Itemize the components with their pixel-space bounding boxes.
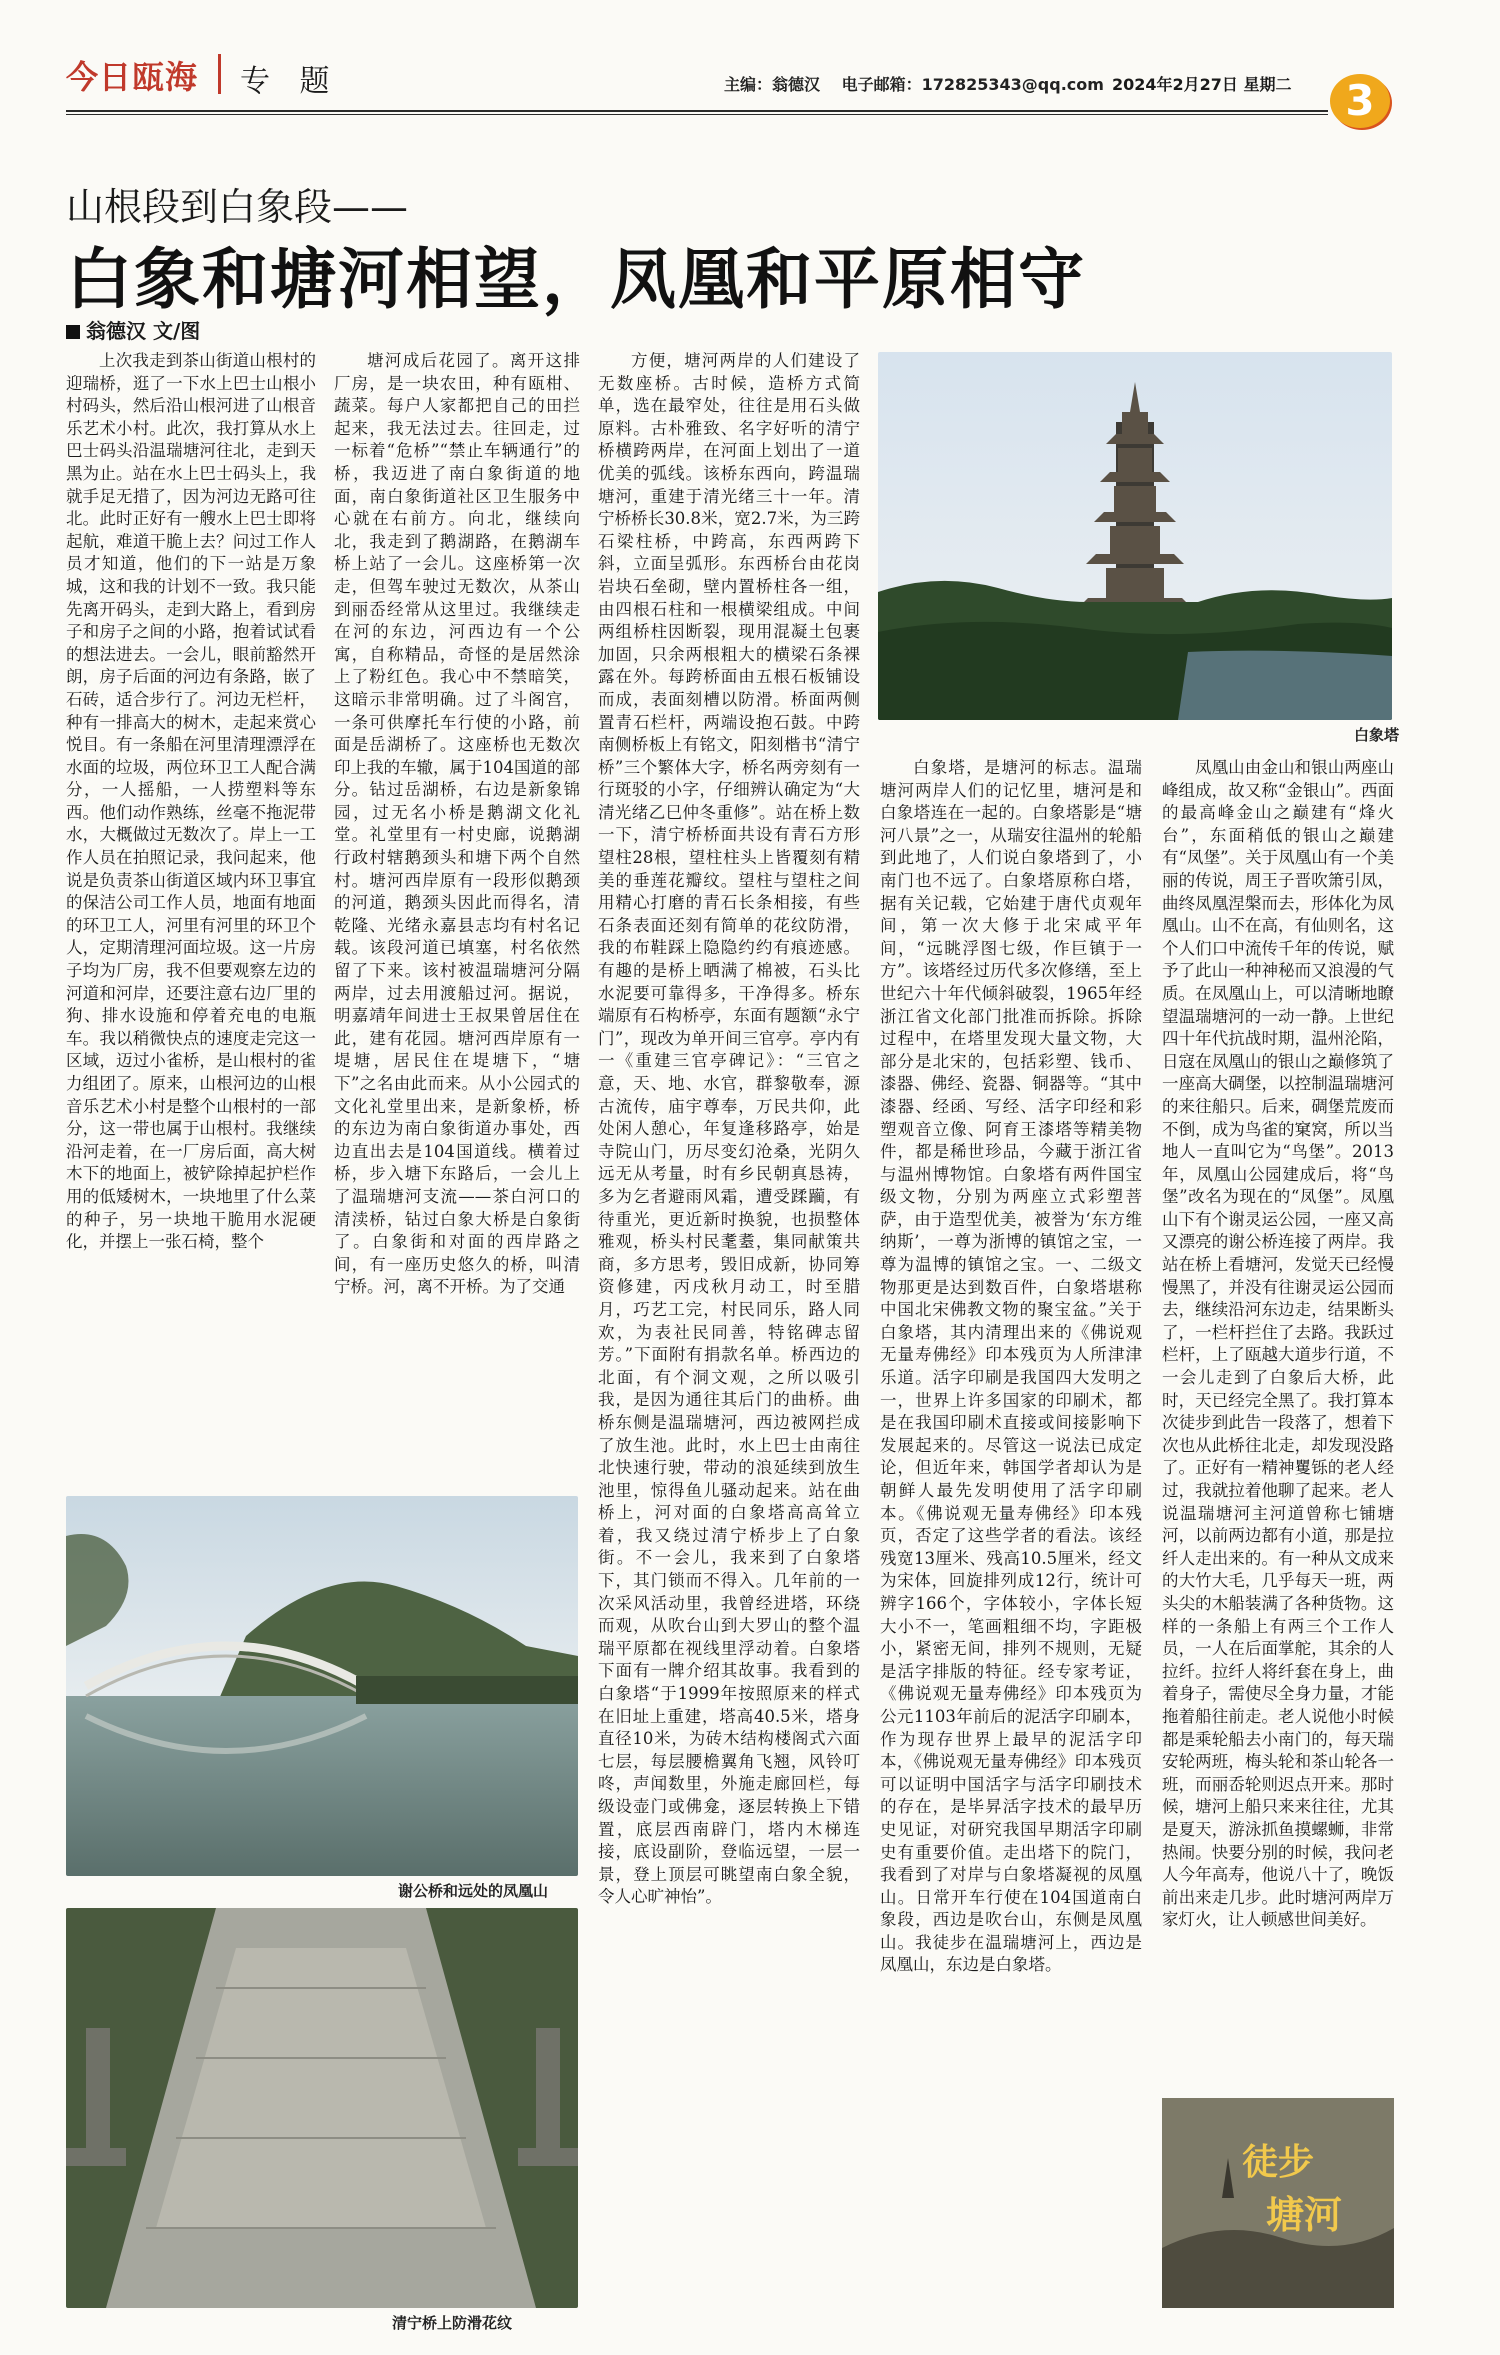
- bridge-photo: [66, 1496, 578, 1876]
- paper-name: 今日瓯海: [66, 58, 199, 96]
- column-text: 凤凰山由金山和银山两座山峰组成，故又称“金银山”。西面的最高峰金山之巅建有“烽火台”，东面稍低的银山之巅建有“凤堡”。关于凤凰山有一个美丽的传说，周王子晋吹箫引凤，曲终凤凰涅槃而去，形体化为凤凰山。山不在高，有仙则名，这个人们口中流传千年的传说，赋予了此山一种神秘而又浪漫的气质。在凤凰山上，可以清晰地瞭望温瑞塘河的一动一静。上世纪四十年代抗战时期，温州沦陷，日寇在凤凰山的银山之巅修筑了一座高大碉堡，以控制温瑞塘河的来往船只。后来，碉堡荒废而不倒，成为鸟雀的窠窝，所以当地人一直叫它为“鸟堡”。2013年，凤凰山公园建成后，将“鸟堡”改名为现在的“凤堡”。凤凰山下有个谢灵运公园，一座又高又漂亮的谢公桥连接了两岸。我站在桥上看塘河，发觉天已经慢慢黑了，并没有往谢灵运公园而去，继续沿河东边走，结果断头了，一栏杆拦住了去路。我跃过栏杆，上了瓯越大道步行道，不一会儿走到了白象后大桥，此时，天已经完全黑了。我打算本次徒步到此告一段落了，想着下次也从此桥往北走，却发现没路了。正好有一精神矍铄的老人经过，我就拉着他聊了起来。老人说温瑞塘河主河道曾称七铺塘河，以前两边都有小道，那是拉纤人走出来的。有一种从文成来的大竹大毛，几乎每天一班，两头尖的木船装满了各种货物。这样的一条船上有两三个工作人员，一人在后面掌舵，其余的人拉纤。拉纤人将纤套在身上，曲着身子，需使尽全身力量，才能拖着船往前走。老人说他小时候都是乘轮船去小南门的，每天瑞安轮两班，梅头轮和茶山轮各一班，而丽岙轮则迟点开来。那时候，塘河上船只来来往往，尤其是夏天，游泳抓鱼摸螺蛳，非常热闹。快要分别的时候，我问老人今年高寿，他说八十了，晚饭前出来走几步。此时塘河两岸万家灯火，让人顿感世间美好。: [1162, 758, 1394, 1930]
- header-rule-thin: [66, 114, 1328, 115]
- header-rule: [66, 110, 1328, 112]
- stone-bridge-caption: 清宁桥上防滑花纹: [392, 2314, 513, 2332]
- column-text: 方便，塘河两岸的人们建设了无数座桥。古时候，造桥方式简单，选在最窄处，往往是用石头做原料。古朴雅致、名字好听的清宁桥横跨两岸，在河面上划出了一道优美的弧线。该桥东西向，跨温瑞塘河，重建于清光绪三十一年。清宁桥桥长30.8米，宽2.7米，为三跨石梁柱桥，中跨高，东西两跨下斜，立面呈弧形。东西桥台由花岗岩块石垒砌，壁内置桥柱各一组，由四根石柱和一根横梁组成。中间两组桥柱因断裂，现用混凝土包裹加固，只余两根粗大的横梁石条裸露在外。每跨桥面由五根石板铺设而成，表面刻槽以防滑。桥面两侧置青石栏杆，两端设抱石鼓。中跨南侧桥板上有铭文，阳刻楷书“清宁桥”三个繁体大字，桥名两旁刻有一行斑驳的小字，仔细辨认确定为“大清光绪乙巳仲冬重修”。站在桥上数一下，清宁桥桥面共设有青石方形望柱28根，望柱柱头上皆覆刻有精美的垂莲花瓣纹。望柱与望柱之间用精心打磨的青石长条相接，有些石条表面还刻有简单的花纹防滑，我的布鞋踩上隐隐约约有痕迹感。有趣的是桥上晒满了棉被，石头比水泥要可靠得多，干净得多。桥东端原有石构桥亭，东面有题额“永宁门”，现改为单开间三官亭。亭内有一《重建三官亭碑记》：“三官之意，天、地、水官，群黎敬奉，源古流传，庙宇尊奉，万民共仰，此处闲人憩心，年复逢移路亭，始是寺院山门，历尽变幻沧桑，光阴久远无从考量，时有乡民朝真恳祷，多为乞者避雨风霜，遭受蹂躏，有待重光，更近新时换貌，也损整体雅观，桥头村民耄耋，集同献策共商，多方思考，毁旧成新，协同筹资修建，丙戌秋月动工，时至腊月，巧艺工完，村民同乐，路人同欢，为表社民同善，特铭碑志留芳。”下面附有捐款名单。桥西边的北面，有个洞文观，之所以吸引我，是因为通往其后门的曲桥。曲桥东侧是温瑞塘河，西边被网拦成了放生池。此时，水上巴士由南往北快速行驶，带动的浪延续到放生池里，惊得鱼儿骚动起来。站在曲桥上，河对面的白象塔高高耸立着，我又绕过清宁桥步上了白象街。不一会儿，我来到了白象塔下，其门锁而不得入。几年前的一次采风活动里，我曾经进塔，环绕而观，从吹台山到大罗山的整个温瑞平原都在视线里浮动着。白象塔下面有一牌介绍其故事。我看到的白象塔“于1999年按照原来的样式在旧址上重建，塔高40.5米，塔身直径10米，为砖木结构楼阁式六面七层，每层腰檐翼角飞翘，风铃叮咚，声闻数里，外施走廊回栏，每级设壶门或佛龛，逐层转换上下错置，底层西南辟门，塔内木梯连接，底设副阶，登临远望，一层一景，登上顶层可眺望南白象全貌，令人心旷神怡”。: [598, 351, 860, 1907]
- column-text: 白象塔，是塘河的标志。温瑞塘河两岸人们的记忆里，塘河是和白象塔连在一起的。白象塔影是“塘河八景”之一，从瑞安往温州的轮船到此地了，人们说白象塔到了，小南门也不远了。白象塔原称白塔，据有关记载，它始建于唐代贞观年间，第一次大修于北宋咸平年间，“远眺浮图七级，作巨镇于一方”。该塔经过历代多次修缮，至上世纪六十年代倾斜破裂，1965年经浙江省文化部门批准而拆除。拆除过程中，在塔里发现大量文物，大部分是北宋的，包括彩塑、钱币、漆器、佛经、瓷器、铜器等。“其中漆器、经函、写经、活字印经和彩塑观音立像、阿育王漆塔等精美物件，都是稀世珍品，今藏于浙江省与温州博物馆。白象塔有两件国宝级文物，分别为两座立式彩塑菩萨，由于造型优美，被誉为‘东方维纳斯’，一尊为浙博的镇馆之宝，一尊为温博的镇馆之宝。一、二级文物那更是达到数百件，白象塔堪称中国北宋佛教文物的聚宝盆。”关于白象塔，其内清理出来的《佛说观无量寿佛经》印本残页为人所津津乐道。活字印刷是我国四大发明之一，世界上许多国家的印刷术，都是在我国印刷术直接或间接影响下发展起来的。尽管这一说法已成定论，但近年来，韩国学者却认为是朝鲜人最先发明使用了活字印刷本。《佛说观无量寿佛经》印本残页，否定了这些学者的看法。该经残宽13厘米、残高10.5厘米，经文为宋体，回旋排列成12行，统计可辨字166个，字体较小，字体长短大小不一，笔画粗细不均，字距极小，紧密无间，排列不规则，无疑是活字排版的特征。经专家考证，《佛说观无量寿佛经》印本残页为公元1103年前后的泥活字印刷本，作为现存世界上最早的泥活字印本，《佛说观无量寿佛经》印本残页可以证明中国活字与活字印刷技术的存在，是毕昇活字技术的最早历史见证，对研究我国早期活字印刷史有重要价值。走出塔下的院门，我看到了对岸与白象塔凝视的凤凰山。日常开车行使在104国道南白象段，西边是吹台山，东侧是凤凰山。我徒步在温瑞塘河上，西边是凤凰山，东边是白象塔。: [880, 758, 1142, 1975]
- column-logo: [1162, 2098, 1394, 2308]
- editor-credit: 主编：翁德汉: [724, 75, 821, 94]
- column-text: 塘河成后花园了。离开这排厂房，是一块农田，种有瓯柑、蔬菜。每户人家都把自己的田拦起来，我无法过去。往回走，过一标着“危桥”“禁止车辆通行”的桥，我迈进了南白象街道的地面，南白象街道社区卫生服务中心就在右前方。向北，继续向北，我走到了鹅湖路，在鹅湖车桥上站了一会儿。这座桥第一次走，但驾车驶过无数次，从茶山到丽岙经常从这里过。我继续走在河的东边，河西边有一个公寓，自称精品，奇怪的是居然涂上了粉红色。我心中不禁暗笑，这暗示非常明确。过了斗阁宫，一条可供摩托车行使的小路，前面是岳湖桥了。这座桥也无数次印上我的车辙，属于104国道的部分。钻过岳湖桥，右边是新象锦园，过无名小桥是鹅湖文化礼堂。礼堂里有一村史廊，说鹅湖行政村辖鹅颈头和塘下两个自然村。塘河西岸原有一段形似鹅颈的河道，鹅颈头因此而得名，清乾隆、光绪永嘉县志均有村名记载。该段河道已填塞，村名依然留了下来。该村被温瑞塘河分隔两岸，过去用渡船过河。据说，明嘉靖年间进士王叔果曾居住在此，建有花园。塘河西岸原有一堤塘，居民住在堤塘下，“塘下”之名由此而来。从小公园式的文化礼堂里出来，是新象桥，桥的东边为南白象街道办事处，西边直出去是104国道线。横着过桥，步入塘下东路后，一会儿上了温瑞塘河支流——茶白河口的清渎桥，钻过白象大桥是白象街了。白象街和对面的西岸路之间，有一座历史悠久的桥，叫清宁桥。河，离不开桥。为了交通: [334, 351, 580, 1297]
- article-column-2: [334, 350, 580, 1485]
- article-column-4: [880, 757, 1142, 2355]
- pagoda-photo: [878, 352, 1392, 720]
- article-column-3: [598, 350, 860, 2355]
- page-number-badge: 3: [1330, 74, 1390, 128]
- article-column-5: [1162, 757, 1394, 2087]
- logo-line-1: 徒步: [1242, 2142, 1315, 2183]
- issue-date: 2024年2月27日 星期二: [1112, 75, 1292, 94]
- pagoda-caption: 白象塔: [1354, 726, 1400, 744]
- section-label: 专 题: [240, 64, 340, 99]
- stone-bridge-photo: [66, 1908, 578, 2308]
- article-title: 白象和塘河相望，凤凰和平原相守: [66, 241, 1086, 318]
- header-meta: [724, 72, 1120, 95]
- logo-line-2: 塘河: [1266, 2193, 1343, 2237]
- article-column-1: [66, 350, 316, 1485]
- column-text: 上次我走到茶山街道山根村的迎瑞桥，逛了一下水上巴士山根小村码头，然后沿山根河进了山根音乐艺术小村。此次，我打算从水上巴士码头沿温瑞塘河往北，走到天黑为止。站在水上巴士码头上，我就手足无措了，因为河边无路可往北。此时正好有一艘水上巴士即将起航，难道干脆上去？问过工作人员才知道，他们的下一站是万象城，这和我的计划不一致。我只能先离开码头，走到大路上，看到房子和房子之间的小路，抱着试试看的想法进去。一会儿，眼前豁然开朗，房子后面的河边有条路，嵌了石砖，适合步行了。河边无栏杆，种有一排高大的树木，走起来赏心悦目。有一条船在河里清理漂浮在水面的垃圾，两位环卫工人配合满分，一人摇船，一人捞塑料等东西。他们动作熟练，丝毫不拖泥带水，大概做过无数次了。岸上一工作人员在拍照记录，我问起来，他说是负责茶山街道区域内环卫事宜的保洁公司工作人员，地面有地面的环卫工人，河里有河里的环卫个人，定期清理河面垃圾。这一片房子均为厂房，我不但要观察左边的河道和河岸，还要注意右边厂里的狗、排水设施和停着充电的电瓶车。我以稍微快点的速度走完这一区域，迈过小雀桥，是山根村的雀力组团了。原来，山根河边的山根音乐艺术小村是整个山根村的一部分，这一带也属于山根村。我继续沿河走着，在一厂房后面，高大树木下的地面上，被铲除掉起护栏作用的低矮树木，一块地里了什么菜的种子，另一块地干脆用水泥硬化，并摆上一张石椅，整个: [66, 351, 316, 1252]
- article-subtitle: 山根段到白象段——: [66, 185, 409, 229]
- editor-email: 电子邮箱：172825343@qq.com: [841, 75, 1104, 94]
- article-byline: 翁德汉 文/图: [66, 315, 200, 344]
- bridge-caption: 谢公桥和远处的凤凰山: [398, 1882, 549, 1900]
- masthead-divider: [218, 54, 221, 94]
